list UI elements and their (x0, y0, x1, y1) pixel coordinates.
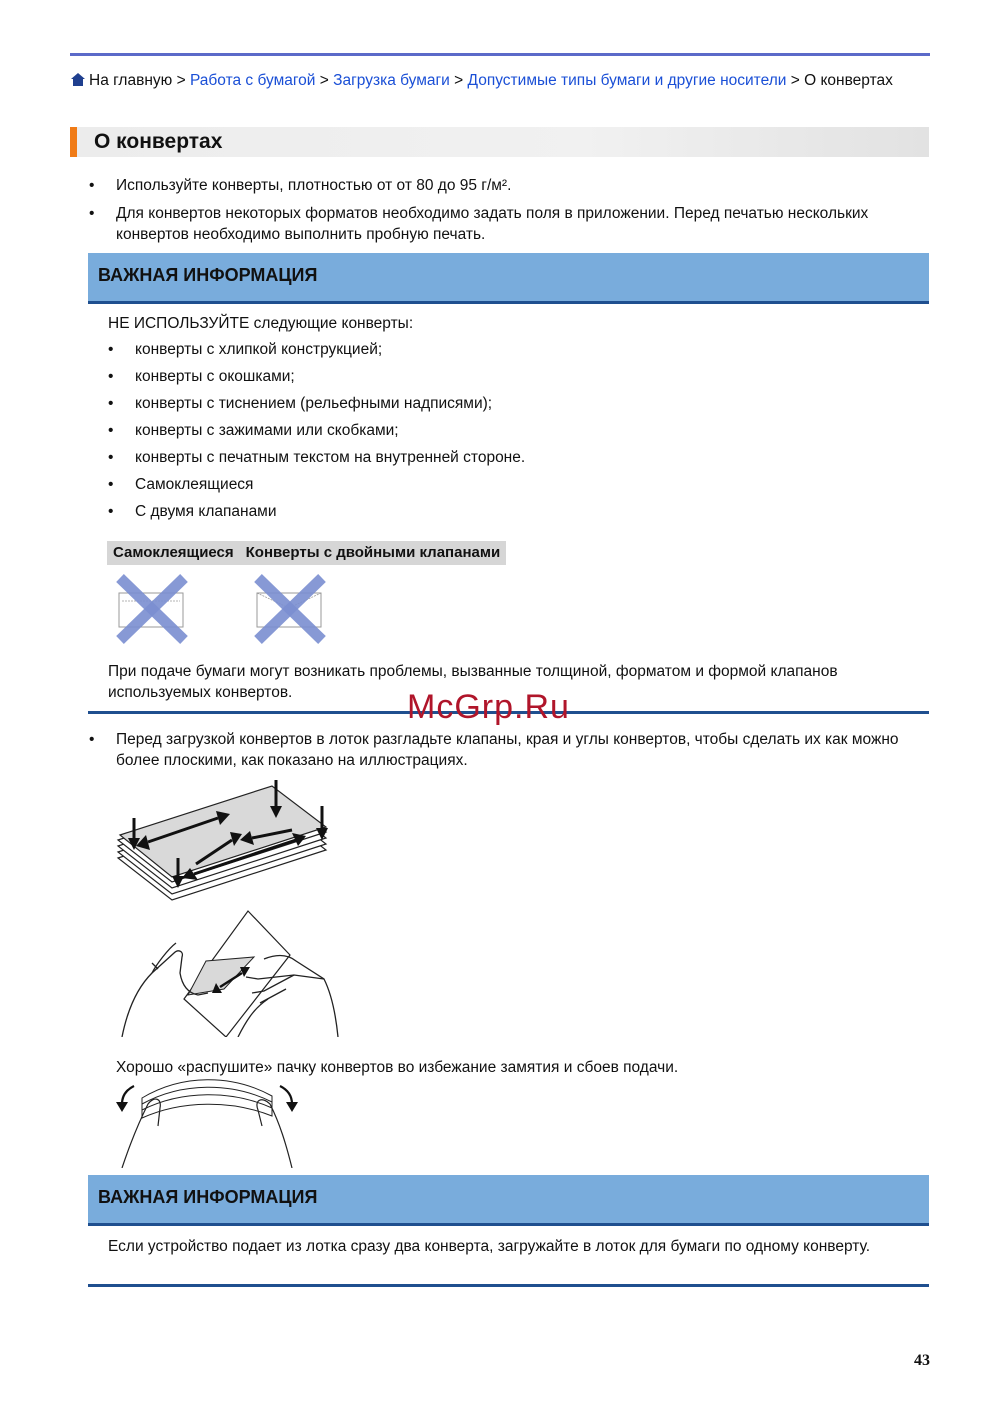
envelope-table-header (107, 541, 506, 565)
home-icon[interactable] (71, 73, 85, 86)
list-item: • Используйте конверты, плотностью от от 80 до 95 г/м². (89, 175, 929, 196)
top-rule (70, 53, 930, 56)
feed-problems-note: При подаче бумаги могут возникать проблемы, вызванные толщиной, форматом и формой клапанов используемых конвертов. (108, 663, 838, 701)
double-feed-text: Если устройство подает из лотка сразу два конверта, загружайте в лоток для бумаги по одному конверту. (108, 1238, 871, 1255)
breadcrumb-link-paper[interactable]: Работа с бумагой (189, 72, 316, 89)
important-header (88, 253, 929, 304)
list-item: • конверты с хлипкой конструкцией; (108, 339, 928, 360)
page-title: О конвертах (94, 130, 223, 153)
watermark: McGrp.Ru (407, 688, 570, 726)
list-item: • конверты с зажимами или скобками; (108, 420, 928, 441)
important-bottom-rule-2 (88, 1284, 929, 1287)
flatten-envelopes-illustration (112, 778, 334, 908)
table-header-double-flap: Конверты с двойными клапанами (245, 544, 501, 561)
forbidden-envelopes-list (108, 339, 928, 528)
list-item: • конверты с окошками; (108, 366, 928, 387)
list-item: • Перед загрузкой конвертов в лоток разгладьте клапаны, края и углы конвертов, чтобы сделать их как можно более плоскими, как показано на иллюстрациях. (89, 729, 929, 771)
hands-flatten-envelope-illustration (118, 907, 348, 1037)
fan-envelopes-illustration (112, 1074, 302, 1168)
list-item: • Для конвертов некоторых форматов необходимо задать поля в приложении. Перед печатью нескольких конвертов необходимо выполнить пробную печать. (89, 203, 929, 245)
breadcrumb: На главную > Работа с бумагой > Загрузка бумаги > Допустимые типы бумаги и другие носители > О конвертах (71, 70, 929, 92)
important-heading-2: ВАЖНАЯ ИНФОРМАЦИЯ (98, 1187, 318, 1207)
title-accent (70, 127, 77, 157)
important-heading: ВАЖНАЯ ИНФОРМАЦИЯ (98, 265, 318, 285)
page-title-bar (70, 127, 929, 157)
self-adhesive-envelope-crossed-icon (116, 574, 188, 644)
prep-list (89, 729, 929, 771)
breadcrumb-current: О конвертах (804, 72, 893, 89)
list-item: • конверты с печатным текстом на внутренней стороне. (108, 447, 928, 468)
breadcrumb-link-loading[interactable]: Загрузка бумаги (333, 72, 450, 89)
important-lead: НЕ ИСПОЛЬЗУЙТЕ следующие конверты: (108, 315, 414, 332)
important-header-2 (88, 1175, 929, 1226)
table-header-self-adhesive: Самоклеящиеся (113, 544, 234, 561)
breadcrumb-home[interactable]: На главную (89, 72, 173, 89)
fan-envelopes-text: Хорошо «распушите» пачку конвертов во избежание замятия и сбоев подачи. (116, 1059, 679, 1076)
list-item: • С двумя клапанами (108, 501, 928, 522)
page-number: 43 (914, 1352, 930, 1369)
list-item: • конверты с тиснением (рельефными надписями); (108, 393, 928, 414)
intro-list (89, 175, 929, 252)
list-item: • Самоклеящиеся (108, 474, 928, 495)
breadcrumb-link-media-types[interactable]: Допустимые типы бумаги и другие носители (467, 72, 787, 89)
double-flap-envelope-crossed-icon (254, 574, 326, 644)
